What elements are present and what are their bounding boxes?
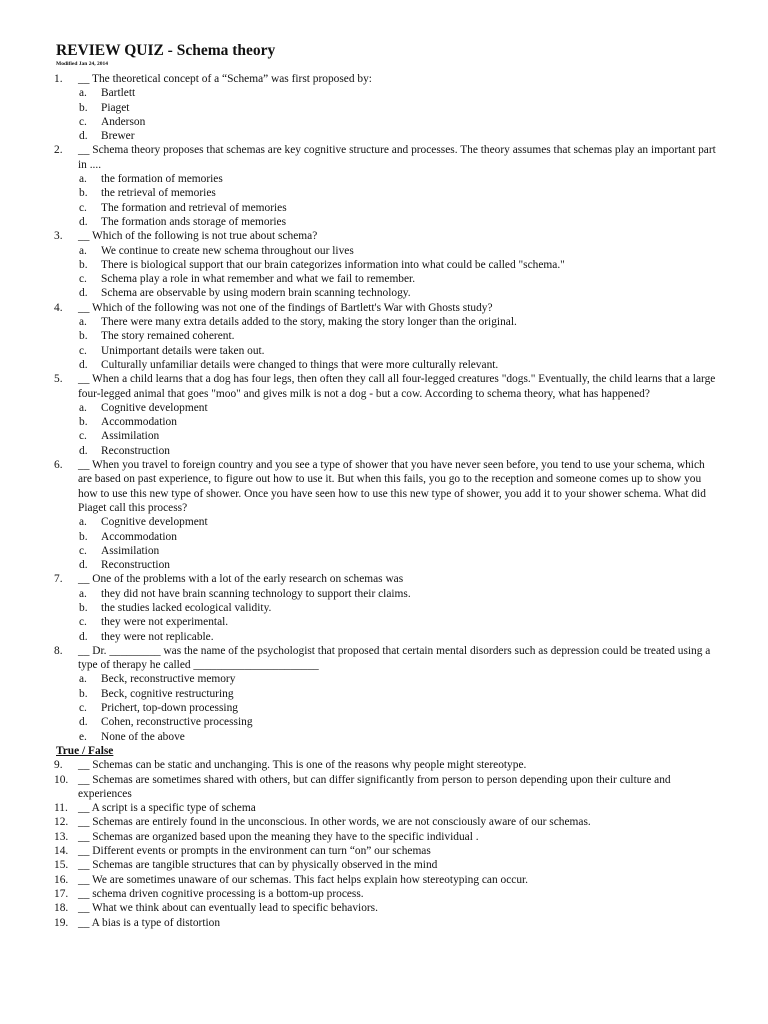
item-text: __ A bias is a type of distortion [78, 916, 221, 929]
option-letter: d. [79, 358, 88, 371]
question [56, 372, 716, 401]
page-title: REVIEW QUIZ - Schema theory [56, 42, 276, 59]
answer-option [56, 415, 716, 429]
question-number: 8. [54, 644, 63, 657]
option-letter: a. [79, 516, 87, 529]
option-letter: c. [79, 616, 87, 629]
answer-options [56, 587, 716, 644]
true-false-item [56, 873, 716, 887]
option-letter: b. [79, 101, 88, 114]
answer-option [56, 101, 716, 115]
answer-option [56, 444, 716, 458]
question [56, 229, 716, 243]
option-letter: e. [79, 730, 87, 743]
question-number: 1. [54, 73, 63, 85]
item-text: __ Different events or prompts in the environment can turn “on” our schemas [78, 845, 431, 858]
option-text: Reconstruction [101, 444, 170, 457]
option-letter: b. [79, 601, 88, 614]
answer-option [56, 558, 716, 572]
option-text: Cohen, reconstructive processing [101, 716, 253, 729]
option-letter: a. [79, 87, 87, 100]
question [56, 143, 716, 172]
answer-options [56, 172, 716, 229]
true-false-item [56, 758, 716, 772]
option-text: Assimilation [101, 544, 160, 557]
option-text: Cognitive development [101, 401, 208, 414]
option-text: Accommodation [101, 416, 177, 429]
answer-options [56, 515, 716, 572]
option-text: None of the above [101, 730, 185, 743]
question-text: __ Which of the following is not true about schema? [78, 230, 318, 243]
item-text: __ Schemas are tangible structures that can by physically observed in the mind [78, 859, 438, 872]
option-letter: b. [79, 330, 88, 343]
answer-option [56, 172, 716, 186]
true-false-item [56, 844, 716, 858]
answer-option [56, 286, 716, 300]
answer-option [56, 215, 716, 229]
true-false-item [56, 830, 716, 844]
answer-option [56, 615, 716, 629]
option-letter: b. [79, 187, 88, 200]
question-text: __ When a child learns that a dog has four legs, then often they call all four-legged creatures "dogs." Eventually, the child learns that a large four-legged animal that goes "moo" and gives milk is not a dog - but a cow. According to schema theory, what has happened? [78, 373, 716, 400]
answer-option [56, 201, 716, 215]
item-text: __ What we think about can eventually lead to specific behaviors. [78, 902, 378, 915]
item-number: 12. [54, 816, 69, 829]
question [56, 644, 716, 673]
answer-options [56, 86, 716, 143]
item-number: 9. [54, 759, 63, 772]
answer-option [56, 515, 716, 529]
question [56, 458, 716, 515]
true-false-item [56, 801, 716, 815]
item-text: __ Schemas can be static and unchanging. This is one of the reasons why people might stereotype. [78, 759, 527, 772]
option-text: Prichert, top-down processing [101, 702, 238, 715]
true-false-heading: True / False [56, 744, 114, 757]
question-number: 4. [54, 301, 63, 314]
question [56, 301, 716, 315]
option-text: Beck, cognitive restructuring [101, 687, 234, 700]
answer-option [56, 715, 716, 729]
answer-option [56, 401, 716, 415]
option-letter: d. [79, 130, 88, 143]
option-text: Schema play a role in what remember and what we fail to remember. [101, 273, 416, 286]
answer-option [56, 115, 716, 129]
answer-option [56, 429, 716, 443]
option-letter: c. [79, 344, 87, 357]
option-text: Beck, reconstructive memory [101, 673, 236, 686]
option-letter: a. [79, 673, 87, 686]
option-letter: a. [79, 316, 87, 329]
option-letter: d. [79, 444, 88, 457]
answer-option [56, 701, 716, 715]
answer-option [56, 601, 716, 615]
option-text: The formation ands storage of memories [101, 215, 287, 228]
question-number: 7. [54, 573, 63, 586]
true-false-item [56, 815, 716, 829]
option-letter: b. [79, 258, 88, 271]
option-letter: d. [79, 287, 88, 300]
option-text: Reconstruction [101, 559, 170, 572]
question-number: 3. [54, 230, 63, 243]
answer-option [56, 730, 716, 744]
answer-option [56, 672, 716, 686]
modified-date: Modified Jan 24, 2014 [56, 61, 108, 67]
question-text: __ Dr. _________ was the name of the psychologist that proposed that certain mental disorders such as depression could be treated using a type of therapy he called ______________________ [78, 644, 711, 672]
item-number: 10. [54, 773, 69, 786]
option-letter: d. [79, 215, 88, 228]
option-letter: a. [79, 401, 87, 414]
item-number: 18. [54, 902, 69, 915]
answer-option [56, 687, 716, 701]
answer-option [56, 344, 716, 358]
option-letter: a. [79, 173, 87, 186]
item-text: __ Schemas are organized based upon the meaning they have to the specific individual . [78, 830, 479, 843]
item-text: __ A script is a specific type of schema [78, 802, 256, 815]
answer-option [56, 258, 716, 272]
item-text: __ Schemas are entirely found in the unconscious. In other words, we are not consciously aware of our schemas. [78, 816, 591, 829]
item-number: 19. [54, 916, 69, 929]
option-text: Piaget [101, 101, 130, 114]
option-text: Unimportant details were taken out. [101, 344, 265, 357]
option-letter: d. [79, 559, 88, 572]
answer-options [56, 672, 716, 743]
option-text: the studies lacked ecological validity. [101, 601, 272, 614]
answer-option [56, 244, 716, 258]
item-number: 11. [54, 802, 68, 815]
answer-option [56, 587, 716, 601]
item-number: 17. [54, 887, 69, 900]
question-text: __ Schema theory proposes that schemas are key cognitive structure and processes. The theory assumes that schemas play an important part in .... [78, 144, 716, 171]
item-number: 16. [54, 873, 69, 886]
question-text: __ The theoretical concept of a “Schema” was first proposed by: [78, 73, 372, 85]
option-letter: a. [79, 587, 87, 600]
answer-option [56, 186, 716, 200]
answer-option [56, 86, 716, 100]
true-false-item [56, 773, 716, 802]
answer-options [56, 244, 716, 301]
option-letter: c. [79, 273, 87, 286]
option-text: they were not replicable. [101, 630, 214, 643]
question-text: __ Which of the following was not one of the findings of Bartlett's War with Ghosts study? [78, 301, 493, 314]
question-number: 5. [54, 373, 63, 386]
true-false-section [56, 758, 716, 930]
option-text: Assimilation [101, 430, 160, 443]
question [56, 72, 716, 86]
option-text: The formation and retrieval of memories [101, 201, 287, 214]
answer-option [56, 630, 716, 644]
answer-option [56, 129, 716, 143]
multiple-choice-section [56, 72, 716, 744]
option-text: the retrieval of memories [101, 187, 216, 200]
option-text: We continue to create new schema throughout our lives [101, 244, 354, 257]
option-letter: c. [79, 544, 87, 557]
item-text: __ Schemas are sometimes shared with others, but can differ significantly from person to person depending upon their culture and experiences [78, 773, 671, 800]
answer-option [56, 530, 716, 544]
true-false-item [56, 901, 716, 915]
answer-option [56, 315, 716, 329]
option-letter: c. [79, 201, 87, 214]
item-text: __ We are sometimes unaware of our schemas. This fact helps explain how stereotyping can occur. [78, 873, 529, 886]
answer-options [56, 401, 716, 458]
item-text: __ schema driven cognitive processing is a bottom-up process. [78, 887, 364, 900]
question-text: __ One of the problems with a lot of the early research on schemas was [78, 573, 404, 586]
option-text: There is biological support that our brain categorizes information into what could be called "schema." [101, 258, 565, 271]
true-false-item [56, 916, 716, 930]
question-number: 2. [54, 144, 63, 157]
answer-options [56, 315, 716, 372]
true-false-item [56, 887, 716, 901]
option-text: the formation of memories [101, 173, 223, 186]
quiz-page [56, 42, 716, 930]
question-number: 6. [54, 459, 63, 472]
option-letter: b. [79, 416, 88, 429]
option-text: The story remained coherent. [101, 330, 235, 343]
option-text: There were many extra details added to the story, making the story longer than the original. [101, 316, 517, 329]
true-false-item [56, 858, 716, 872]
option-text: Brewer [101, 130, 135, 143]
option-letter: c. [79, 430, 87, 443]
option-letter: d. [79, 716, 88, 729]
answer-option [56, 329, 716, 343]
option-letter: c. [79, 702, 87, 715]
option-letter: b. [79, 687, 88, 700]
question [56, 572, 716, 586]
option-text: Schema are observable by using modern brain scanning technology. [101, 287, 411, 300]
option-letter: b. [79, 530, 88, 543]
option-letter: c. [79, 115, 87, 128]
option-text: Cognitive development [101, 516, 208, 529]
option-text: Accommodation [101, 530, 177, 543]
item-number: 14. [54, 845, 69, 858]
option-text: Bartlett [101, 87, 136, 100]
option-letter: d. [79, 630, 88, 643]
item-number: 13. [54, 830, 69, 843]
option-text: Anderson [101, 115, 146, 128]
option-letter: a. [79, 244, 87, 257]
item-number: 15. [54, 859, 69, 872]
answer-option [56, 272, 716, 286]
option-text: they were not experimental. [101, 616, 229, 629]
answer-option [56, 358, 716, 372]
option-text: Culturally unfamiliar details were changed to things that were more culturally relevant. [101, 358, 499, 371]
question-text: __ When you travel to foreign country and you see a type of shower that you have never seen before, you tend to use your schema, which are based on past experience, to figure out how to use it. But when this fails, you go to the reception and someone comes up to show you how to use this new type of shower. Once you have seen how to use this new type of shower, you add it to your shower schema. What did Piaget call this process? [78, 459, 706, 514]
answer-option [56, 544, 716, 558]
option-text: they did not have brain scanning technology to support their claims. [101, 587, 411, 600]
